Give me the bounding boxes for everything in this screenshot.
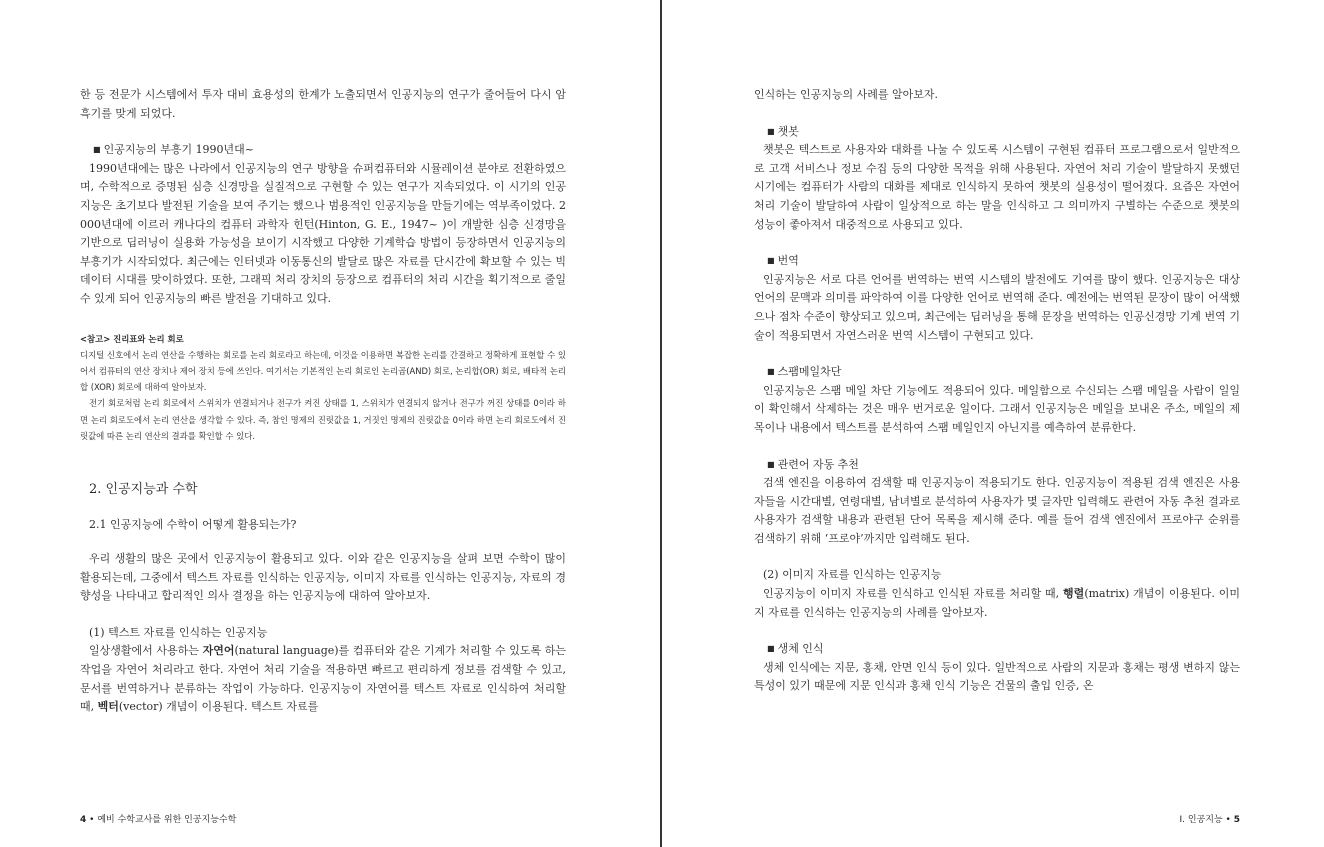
section-heading-2: 2. 인공지능과 수학 xyxy=(89,481,198,497)
biometric-paragraph: 생체 인식에는 지문, 홍채, 안면 인식 등이 있다. 일반적으로 사람의 지문과 홍채는 평생 변하지 않는 특성이 있기 때문에 지문 인식과 홍채 인식 기능은 건물의 출입 인증, 온 xyxy=(754,660,1240,693)
chatbot-paragraph: 챗봇은 텍스트로 사용자와 대화를 나눌 수 있도록 시스템이 구현된 컴퓨터 프로그램으로서 일반적으로 고객 서비스나 정보 수집 등의 다양한 목적을 위해 사용된다. 자연어 처리 기술이 발달하지 못했던 시기에는 컴퓨터가 사람의 대화를 제대로 인식하지 못하여 챗봇의 실용성이 떨어졌다. 요즘은 자연어 처리 기술이 발달하여 사람이 일상적으로 하는 말을 인식하고 그 의미까지 구별하는 수준으로 챗봇의 성능이 좋아져서 대중적으로 사용되고 있다. xyxy=(754,143,1240,231)
life-paragraph: 우리 생활의 많은 곳에서 인공지능이 활용되고 있다. 이와 같은 인공지능을 살펴 보면 수학이 많이 활용되는데, 그중에서 텍스트 자료를 인식하는 인공지능, 이미지 자료를 인식하는 인공지능, 자료의 경향성을 나타내고 합리적인 의사 결정을 하는 인공지능에 대하여 알아보자. xyxy=(80,551,566,603)
right-page-content xyxy=(754,86,1240,696)
boom-paragraph: 1990년대에는 많은 나라에서 인공지능의 연구 방향을 슈퍼컴퓨터와 시뮬레이션 분야로 전환하였으며, 수학적으로 증명된 심층 신경망을 실질적으로 구현할 수 있는 연구가 지속되었다. 이 시기의 인공지능은 초기보다 발전된 기술을 보여 주기는 했으나 범용적인 인공지능을 만들기에는 역부족이었다. 2000년대에 이르러 캐나다의 컴퓨터 과학자 힌턴(Hinton, G. E., 1947~ )이 개발한 심층 신경망을 기반으로 딥러닝이 실용화 가능성을 보이기 시작했고 다양한 기계학습 방법이 등장하면서 인공지능의 부흥기가 시작되었다. 최근에는 인터넷과 이동통신의 발달로 많은 자료를 단시간에 확보할 수 있는 빅데이터 시대를 맞이하였다. 또한, 그래픽 처리 장치의 등장으로 컴퓨터의 처리 시간을 획기적으로 줄일 수 있게 되어 인공지능의 빠른 발전을 기대하고 있다. xyxy=(80,161,566,305)
square-bullet-icon: ■ xyxy=(767,459,775,469)
square-bullet-icon: ■ xyxy=(767,126,775,136)
chapter-title: I. 인공지능 xyxy=(1179,815,1223,825)
left-page-content xyxy=(80,86,566,717)
top-paragraph: 인식하는 인공지능의 사례를 알아보자. xyxy=(754,88,939,101)
note-title: <참고> 진리표와 논리 회로 xyxy=(80,333,184,344)
book-title: 예비 수학교사를 위한 인공지능수학 xyxy=(97,815,237,825)
section-heading-2-1: 2.1 인공지능에 수학이 어떻게 활용되는가? xyxy=(89,517,297,531)
footer-separator: • xyxy=(89,815,95,825)
natural-language-term: 자연어 xyxy=(202,644,235,658)
reference-note xyxy=(80,331,566,444)
right-page xyxy=(664,0,1324,847)
boom-heading: ■ 인공지능의 부흥기 1990년대~ xyxy=(93,143,255,157)
translate-paragraph: 인공지능은 서로 다른 언어를 번역하는 번역 시스템의 발전에도 기여를 많이 했다. 인공지능은 대상 언어의 문맥과 의미를 파악하여 이를 다양한 언어로 번역해 준다. 예전에는 번역된 문장이 많이 어색했으나 점차 수준이 향상되고 있으며, 최근에는 딥러닝을 통해 문장을 번역하는 인공신경망 기계 번역 기술이 적용되면서 자연스러운 번역 시스템이 구현되고 있다. xyxy=(754,272,1240,342)
intro-paragraph: 한 등 전문가 시스템에서 투자 대비 효용성의 한계가 노출되면서 인공지능의 연구가 줄어들어 다시 암흑기를 맞게 되었다. xyxy=(80,88,566,120)
recommend-paragraph: 검색 엔진을 이용하여 검색할 때 인공지능이 적용되기도 한다. 인공지능이 적용된 검색 엔진은 사용자들을 시간대별, 연령대별, 남녀별로 분석하여 사용자가 몇 글자만 입력해도 관련어 자동 추천 결과로 사용자가 검색할 내용과 관련된 단어 목록을 제시해 준다. 예를 들어 검색 엔진에서 프로야구 순위를 검색하기 위해 ‘프로야’까지만 입력해도 된다. xyxy=(754,476,1240,545)
biometric-heading: ■ 생체 인식 xyxy=(767,642,824,656)
text-ai-heading: (1) 텍스트 자료를 인식하는 인공지능 xyxy=(89,625,268,639)
square-bullet-icon: ■ xyxy=(767,644,775,654)
square-bullet-icon: ■ xyxy=(767,367,775,377)
right-footer xyxy=(1180,812,1240,825)
note-paragraph-2: 전기 회로처럼 논리 회로에서 스위치가 연결되거나 전구가 켜진 상태를 1, 스위치가 연결되지 않거나 전구가 꺼진 상태를 0이라 하면 논리 회로도에서 논리 연산을 생각할 수 있다. 즉, 참인 명제의 진릿값을 1, 거짓인 명제의 진릿값을 0이라 하면 논리 회로도에서 진릿값에 따른 논리 연산의 결과를 확인할 수 있다. xyxy=(80,398,566,441)
image-ai-heading: (2) 이미지 자료를 인식하는 인공지능 xyxy=(763,568,942,582)
matrix-term: 행렬 xyxy=(1063,587,1085,601)
page-number: 5 xyxy=(1233,815,1240,825)
note-paragraph-1: 디지털 신호에서 논리 연산을 수행하는 회로를 논리 회로라고 하는데, 이것을 이용하면 복잡한 논리를 간결하고 정확하게 표현할 수 있어서 컴퓨터의 연산 장치나 제어 장치 등에 쓰인다. 여기서는 기본적인 논리 회로인 논리곱(AND) 회로, 논리합(OR) 회로, 배타적 논리합 (XOR) 회로에 대하여 알아보자. xyxy=(80,349,566,393)
footer-separator: • xyxy=(1225,815,1231,825)
page-divider xyxy=(660,0,662,847)
vector-term: 벡터 xyxy=(97,700,119,714)
page-number: 4 xyxy=(80,815,87,825)
translate-heading: ■ 번역 xyxy=(767,254,799,268)
square-bullet-icon: ■ xyxy=(767,256,775,266)
square-bullet-icon: ■ xyxy=(93,145,101,155)
recommend-heading: ■ 관련어 자동 추천 xyxy=(767,457,859,471)
left-footer xyxy=(80,812,236,825)
spam-paragraph: 인공지능은 스팸 메일 차단 기능에도 적용되어 있다. 메일함으로 수신되는 스팸 메일을 사람이 일일이 확인해서 삭제하는 것은 매우 번거로운 일이다. 그래서 인공지능은 메일을 보내온 주소, 메일의 제목이나 내용에서 텍스트를 분석하여 스팸 메일인지 아닌지를 예측하여 분류한다. xyxy=(754,383,1240,434)
spam-heading: ■ 스팸메일차단 xyxy=(767,365,842,379)
left-page xyxy=(0,0,660,847)
chatbot-heading: ■ 챗봇 xyxy=(767,124,799,138)
text-ai-paragraph: 일상생활에서 사용하는 자연어(natural language)를 컴퓨터와 같은 기계가 처리할 수 있도록 하는 작업을 자연어 처리라고 한다. 자연어 처리 기술을 적용하면 빠르고 편리하게 정보를 검색할 수 있고, 문서를 번역하거나 분류하는 작업이 가능하다. 인공지능이 자연어를 텍스트 자료로 인식하여 처리할 때, 벡터(vector) 개념이 이용된다. 텍스트 자료를 xyxy=(80,644,566,714)
image-ai-paragraph: 인공지능이 이미지 자료를 인식하고 인식된 자료를 처리할 때, 행렬(matrix) 개념이 이용된다. 이미지 자료를 인식하는 인공지능의 사례를 알아보자. xyxy=(754,587,1240,619)
